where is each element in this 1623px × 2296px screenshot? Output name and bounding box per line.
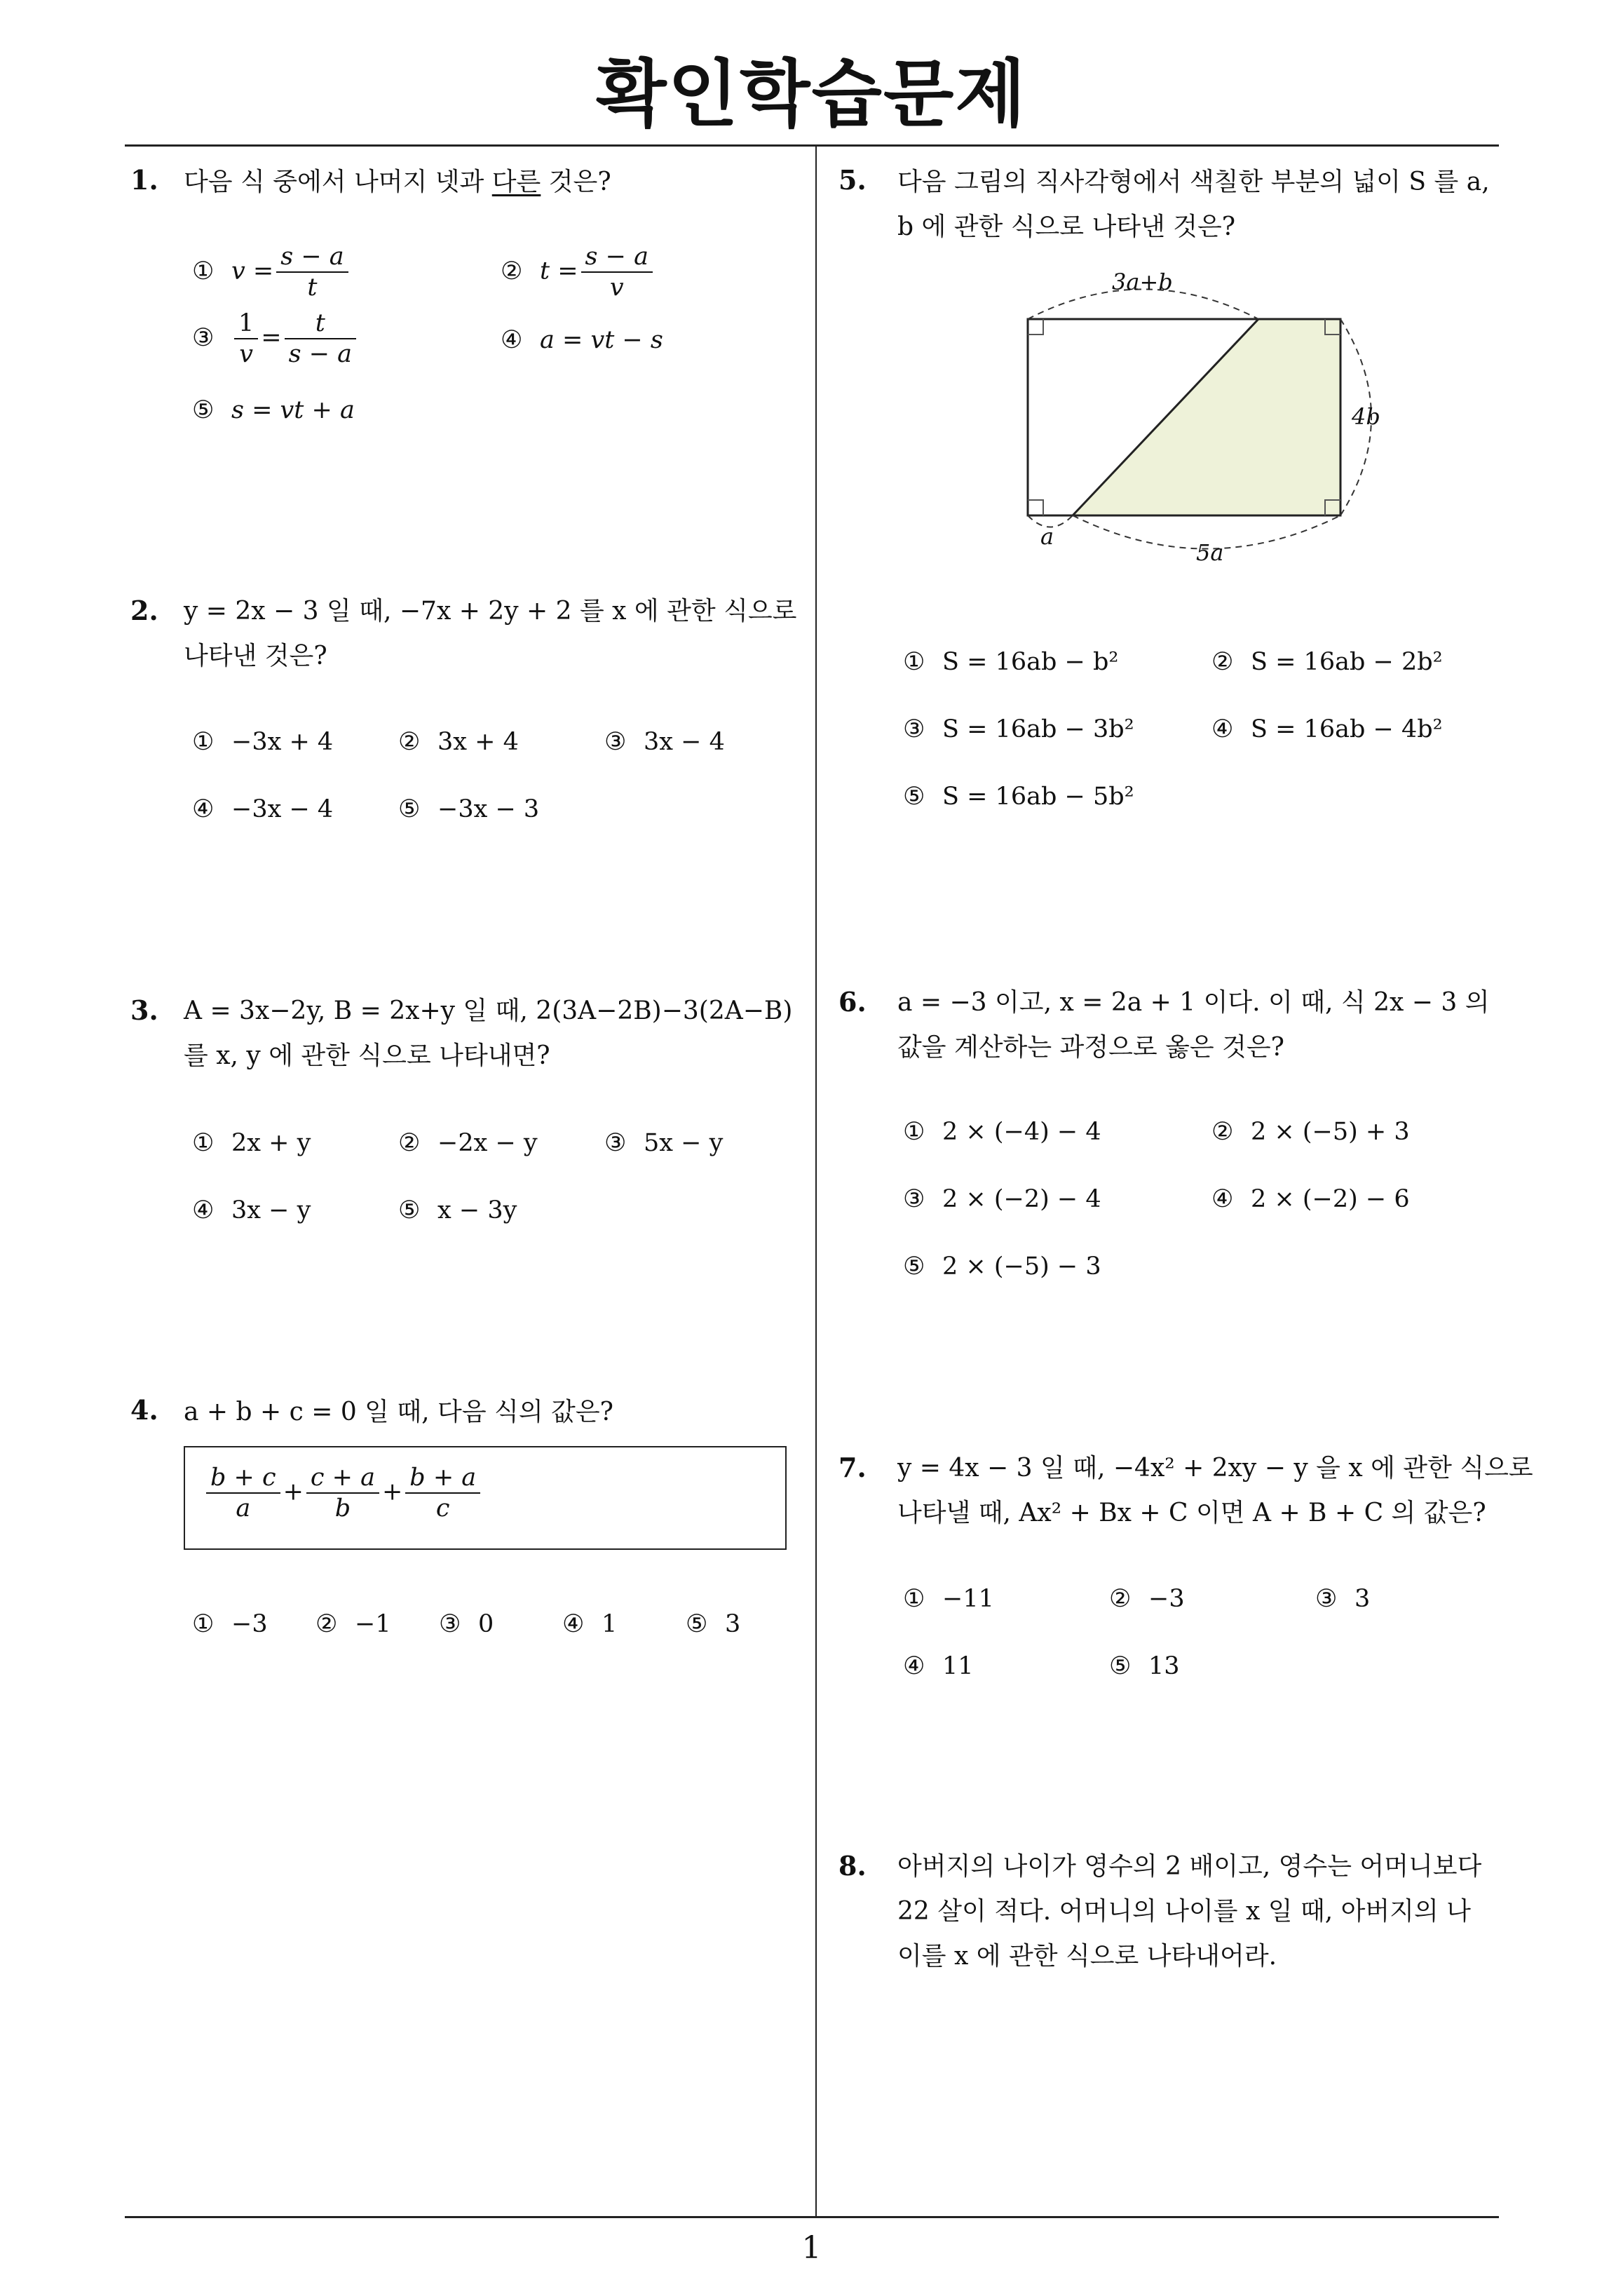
option-label: ③ (192, 323, 215, 352)
option-label: ⑤ (1109, 1652, 1132, 1680)
option-label: ② (398, 1129, 421, 1157)
header-rule (125, 144, 1499, 147)
option-3[interactable] (192, 309, 359, 369)
fraction (234, 309, 258, 369)
option-text: S = 16ab − 2b² (1251, 648, 1443, 676)
option-label: ③ (439, 1610, 461, 1638)
fraction (206, 1463, 280, 1523)
option-text: S = 16ab − 5b² (942, 783, 1134, 811)
question-stem (897, 1844, 1481, 1979)
option-text: x − 3y (437, 1196, 517, 1224)
option-label: ⑤ (903, 783, 925, 811)
option-label: ① (192, 1129, 215, 1157)
stem-line: 아버지의 나이가 영수의 2 배이고, 영수는 어머니보다 (897, 1852, 1482, 1881)
option-label: ① (903, 648, 925, 676)
label-bottom: 5a (1196, 539, 1224, 566)
option-4[interactable] (192, 795, 333, 823)
fraction (581, 242, 653, 302)
option-text: 11 (942, 1652, 974, 1680)
option-text: −2x − y (437, 1129, 538, 1157)
option-text: S = 16ab − b² (942, 648, 1119, 676)
option-4[interactable] (501, 326, 663, 354)
option-label: ③ (604, 1129, 627, 1157)
question-stem (184, 160, 611, 205)
option-text: −1 (355, 1610, 391, 1638)
option-label: ④ (192, 795, 215, 823)
question-number: 3. (130, 994, 158, 1026)
option-label: ⑤ (398, 1196, 421, 1224)
option-label: ① (192, 728, 215, 756)
label-top: 3a+b (1112, 269, 1173, 295)
option-label: ③ (1315, 1585, 1338, 1613)
option-2[interactable] (315, 1610, 391, 1638)
numerator: s − a (276, 242, 348, 273)
option-text: −3x − 4 (231, 795, 334, 823)
question-number: 4. (130, 1394, 158, 1426)
label-a: a (1040, 523, 1054, 550)
label-right: 4b (1352, 403, 1380, 430)
question-stem (184, 989, 792, 1079)
option-2[interactable] (398, 728, 519, 756)
option-text: 3x + 4 (437, 728, 519, 756)
option-label: ④ (501, 326, 523, 354)
option-text: 2 × (−2) − 4 (942, 1185, 1101, 1213)
option-text: −3 (1148, 1585, 1185, 1613)
denominator: b (334, 1494, 351, 1522)
question-stem (184, 589, 796, 679)
denominator: t (307, 274, 318, 302)
numerator: b + c (206, 1463, 280, 1494)
option-2[interactable] (398, 1129, 538, 1157)
page-title: 확인학습문제 (596, 51, 1027, 137)
option-text: 5x − y (644, 1129, 724, 1157)
question-stem (184, 1390, 613, 1435)
option-label: ④ (1211, 1185, 1234, 1213)
denominator: v (239, 340, 254, 368)
question-stem (897, 1446, 1533, 1536)
stem-line: 나타낼 때, Ax² + Bx + C 이면 A + B + C 의 값은? (897, 1499, 1486, 1527)
fraction (405, 1463, 480, 1523)
denominator: s − a (288, 340, 353, 368)
option-1[interactable] (903, 648, 1118, 676)
stem-underlined: 다른 (491, 168, 541, 196)
denominator: v (609, 274, 624, 302)
option-5[interactable] (192, 396, 355, 424)
stem-line: A = 3x−2y, B = 2x+y 일 때, 2(3A−2B)−3(2A−B) (184, 997, 793, 1025)
expression (203, 1463, 483, 1523)
option-3[interactable] (604, 1129, 723, 1157)
question-number: 1. (130, 164, 158, 196)
footer-rule (125, 2216, 1499, 2218)
option-text: 3x − 4 (644, 728, 725, 756)
numerator: c + a (306, 1463, 379, 1494)
option-4[interactable] (1211, 1185, 1410, 1213)
shaded-region (1073, 319, 1340, 515)
option-1[interactable] (903, 1118, 1101, 1146)
numerator: s − a (581, 242, 653, 273)
option-lhs: t = (540, 257, 578, 285)
option-label: ② (398, 728, 421, 756)
question-stem (897, 160, 1490, 250)
option-5[interactable] (903, 783, 1134, 811)
option-4[interactable] (562, 1610, 617, 1638)
option-label: ① (192, 257, 215, 285)
numerator: 1 (234, 309, 258, 339)
option-text: 2 × (−4) − 4 (942, 1118, 1101, 1146)
option-5[interactable] (398, 795, 539, 823)
stem-line: y = 2x − 3 일 때, −7x + 2y + 2 를 x 에 관한 식으로 (184, 597, 797, 626)
option-label: ③ (903, 715, 925, 743)
question-number: 7. (838, 1452, 867, 1483)
option-text: 13 (1148, 1652, 1180, 1680)
option-1[interactable] (192, 1610, 268, 1638)
option-label: ⑤ (192, 396, 215, 424)
option-4[interactable] (903, 1652, 974, 1680)
option-text: S = 16ab − 3b² (942, 715, 1134, 743)
option-label: ④ (562, 1610, 585, 1638)
option-text: 2x + y (231, 1129, 311, 1157)
denominator: c (435, 1494, 450, 1522)
equals-sign: = (261, 323, 282, 352)
plus-sign: + (381, 1478, 403, 1506)
stem-line: 를 x, y 에 관한 식으로 나타내면? (184, 1041, 550, 1070)
option-text: −3x − 3 (437, 795, 540, 823)
option-lhs: v = (231, 257, 274, 285)
option-label: ③ (903, 1185, 925, 1213)
stem-line: y = 4x − 3 일 때, −4x² + 2xy − y 을 x 에 관한 식으로 (897, 1454, 1533, 1483)
option-label: ① (903, 1118, 925, 1146)
plus-sign: + (283, 1478, 304, 1506)
stem-text: 것은? (541, 168, 611, 196)
option-text: 3 (725, 1610, 741, 1638)
option-text: s = vt + a (231, 396, 355, 424)
option-text: S = 16ab − 4b² (1251, 715, 1443, 743)
option-5[interactable] (398, 1196, 517, 1224)
stem-text: 다음 식 중에서 나머지 넷과 (184, 168, 492, 196)
option-label: ⑤ (903, 1252, 925, 1281)
option-1[interactable] (192, 728, 333, 756)
option-label: ④ (903, 1652, 925, 1680)
option-text: −11 (942, 1585, 994, 1613)
option-text: 1 (602, 1610, 618, 1638)
option-label: ① (903, 1585, 925, 1613)
option-text: 2 × (−2) − 6 (1251, 1185, 1410, 1213)
rectangle-figure (1010, 266, 1402, 575)
option-3[interactable] (1315, 1585, 1370, 1613)
option-label: ① (192, 1610, 215, 1638)
denominator: a (236, 1494, 251, 1522)
stem-line: 값을 계산하는 과정으로 옳은 것은? (897, 1033, 1284, 1062)
right-angle-mark (1028, 319, 1043, 335)
option-2[interactable] (1109, 1585, 1185, 1613)
option-text: 0 (478, 1610, 494, 1638)
numerator: b + a (405, 1463, 480, 1494)
option-label: ④ (192, 1196, 215, 1224)
option-label: ⑤ (686, 1610, 708, 1638)
option-label: ④ (1211, 715, 1234, 743)
fraction (285, 309, 356, 369)
option-3[interactable] (903, 715, 1134, 743)
option-label: ② (501, 257, 523, 285)
question-number: 6. (838, 986, 867, 1018)
option-2[interactable] (1211, 1118, 1410, 1146)
option-5[interactable] (1109, 1652, 1180, 1680)
numerator: t (285, 309, 356, 339)
option-5[interactable] (686, 1610, 740, 1638)
option-text: 2 × (−5) + 3 (1251, 1118, 1410, 1146)
fraction (306, 1463, 379, 1523)
option-label: ⑤ (398, 795, 421, 823)
question-number: 2. (130, 595, 158, 626)
option-text: a = vt − s (540, 326, 663, 354)
option-text: −3 (231, 1610, 268, 1638)
option-4[interactable] (1211, 715, 1443, 743)
option-text: 3x − y (231, 1196, 311, 1224)
stem-line: 나타낸 것은? (184, 642, 327, 670)
option-3[interactable] (439, 1610, 494, 1638)
stem-line: 22 살이 적다. 어머니의 나이를 x 일 때, 아버지의 나 (897, 1897, 1471, 1926)
column-divider (815, 144, 817, 2217)
question-number: 8. (838, 1850, 867, 1882)
option-1[interactable] (192, 1129, 311, 1157)
stem-line: b 에 관한 식으로 나타낸 것은? (897, 212, 1236, 241)
option-label: ② (1211, 1118, 1234, 1146)
option-text: 3 (1354, 1585, 1371, 1613)
stem-line: a = −3 이고, x = 2a + 1 이다. 이 때, 식 2x − 3 의 (897, 988, 1490, 1017)
option-5[interactable] (903, 1252, 1101, 1281)
option-2[interactable] (501, 242, 656, 302)
option-1[interactable] (192, 242, 351, 302)
fraction (276, 242, 348, 302)
option-label: ③ (604, 728, 627, 756)
option-4[interactable] (192, 1196, 311, 1224)
question-number: 5. (838, 164, 867, 196)
stem-line: a + b + c = 0 일 때, 다음 식의 값은? (184, 1398, 613, 1426)
option-2[interactable] (1211, 648, 1443, 676)
stem-line: 이를 x 에 관한 식으로 나타내어라. (897, 1942, 1277, 1971)
option-label: ② (315, 1610, 338, 1638)
option-1[interactable] (903, 1585, 994, 1613)
option-3[interactable] (604, 728, 725, 756)
option-text: −3x + 4 (231, 728, 334, 756)
option-3[interactable] (903, 1185, 1101, 1213)
question-stem (897, 980, 1490, 1070)
stem-line: 다음 그림의 직사각형에서 색칠한 부분의 넓이 S 를 a, (897, 168, 1490, 196)
option-label: ② (1211, 648, 1234, 676)
page-number: 1 (801, 2230, 822, 2266)
option-label: ② (1109, 1585, 1132, 1613)
right-angle-mark (1028, 500, 1043, 515)
option-text: 2 × (−5) − 3 (942, 1252, 1101, 1281)
